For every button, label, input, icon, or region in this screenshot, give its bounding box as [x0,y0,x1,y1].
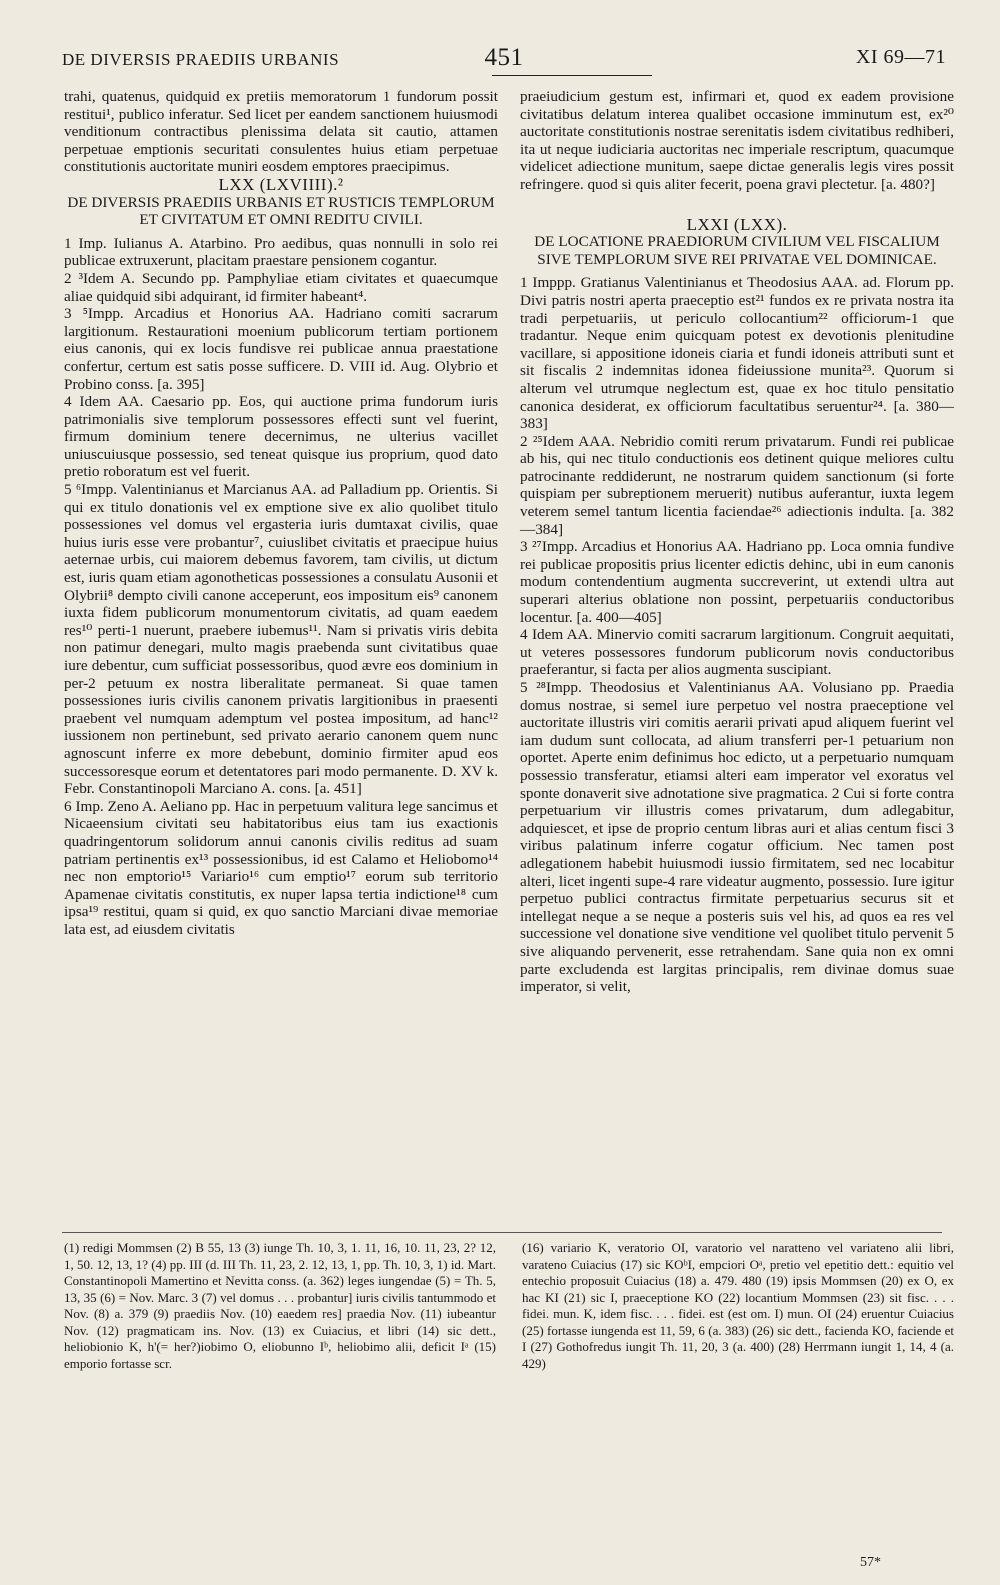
law-paragraph: 6 Imp. Zeno A. Aeliano pp. Hac in perpetuum valitura lege sancimus et Nicaeensium civitati seu habitatoribus eius tam ius exactionis quadringentorum solidorum annui canonis civilis reditus ad suam patriam pertinentis ex¹³ possessionibus, id est Calamo et Heliobomo¹⁴ nec non emptorio¹⁵ Variario¹⁶ cum emptio¹⁷ eorum sub territorio Apamenae civitatis constitutis, ex nuper lapsa tertia indictione¹⁸ cum ipsa¹⁹ restitui, quam si quid, ex quo sanctio Marciani divae memoriae lata est, ad eiusdem civitatis [64,797,498,938]
law-paragraph: 4 Idem AA. Minervio comiti sacrarum largitionum. Congruit aequitati, ut veteres possessores fundorum publicorum novis conductoribus praeferantur, si facta per alios augmenta suscipiant. [520,626,954,679]
left-intro-paragraph: trahi, quatenus, quidquid ex pretiis memoratorum 1 fundorum possit restitui¹, publico inferatur. Sed licet per eandem sanctionem huiusmodi venditionum contractibus plenissima delata sit cautio, attamen perpetuae emptionis securitati consulentes huius etiam perpetuae constitutionis auctoritate muniri eosdem emptores praecipimus. [64,88,498,176]
law-paragraph: 3 ⁵Impp. Arcadius et Honorius AA. Hadriano comiti sacrarum largitionum. Restaurationi moenium publicorum tertiam portionem eius canonis, qui ex locis fundisve rei publicae annua praestatione confertur, certum est satis posse sufficere. D. VIII id. Aug. Olybrio et Probino conss. [a. 395] [64,305,498,393]
title-heading-lxx: DE DIVERSIS PRAEDIIS URBANIS ET RUSTICIS TEMPLORUM ET CIVITATUM ET OMNI REDITU CIVILI. [67,193,495,229]
signature-mark: 57* [860,1555,881,1570]
law-paragraph: 5 ⁶Impp. Valentinianus et Marcianus AA. ad Palladium pp. Orientis. Si qui ex titulo donationis vel ex emptione sive ex alio quolibet titulo possessiones vel domus vel ergasteria iuris dumtaxat civilis, quae huius iuris esse vere probantur⁷, cuiuslibet civitatis et praecipue huius aeternae urbis, cui maiorem debemus favorem, tam civilis, ut dictum est, iuris quam etiam agonotheticas possessiones a consulatu Ausonii et Olybrii⁸ dempto civili canone acceperunt, eos impositum eis⁹ canonem iuxta fidem publicorum monumentorum civitatis, ad quam eaedem res¹⁰ perti-1 nuerunt, praebere iubemus¹¹. Nam si privatis viris debita non patimur denegari, multo magis praebenda sunt civitatibus quae iure debentur, cum sufficiat possessoribus, quod ævre eos dominium in per-2 petuum ex nostra liberalitate permaneat. Si quae tamen possessiones iuris civilis canonem privatis largitionibus in praesenti praebent vel numquam ademptum vel postea impositum, ad hanc¹² iussionem non pertinebunt, sed privato aerario canonem quem nunc agnoscunt inferre ex more debebunt, dominio firmiter apud eos successoresque eorum et detentatores pari modo permanente. D. XV k. Febr. Constantinopoli Marciano A. cons. [a. 451] [64,481,498,798]
right-column [520,88,954,996]
law-paragraph: 2 ³Idem A. Secundo pp. Pamphyliae etiam civitates et quaecumque aliae quidquid sibi adquirant, id firmiter habeant⁴. [64,269,498,305]
section-reference: XI 69—71 [855,46,946,68]
footnotes-right: (16) variario K, veratorio OI, varatorio vel naratteno vel variateno alii libri, varateno Cuiacius (17) sic KOᵇI, empciori Oᵃ, pretio vel epetitio dett.: equitio vel entechio proposuit Cuiacius (18) a. 479. 480 (19) ipsis Mommsen (20) ex O, ex hac KI (21) sic I, praeceptione KO (22) locantium Mommsen (23) sit fisc. . . . fidei. mun. K, idem fisc. . . . fidei. est (est om. I) mun. OI (24) eruentur Cuiacius (25) fortasse iungenda est 11, 59, 6 (a. 383) (26) sic dett., facienda KO, faciende et I (27) Gothofredus iungit Th. 11, 20, 3 (a. 400) (28) Herrmann iungit 1, 14, 4 (a. 429) [522,1240,954,1371]
page-number: 451 [484,44,524,71]
footnotes-left: (1) redigi Mommsen (2) B 55, 13 (3) iunge Th. 10, 3, 1. 11, 16, 10. 11, 23, 2? 12, 1, 50. 12, 13, 1? (4) pp. III (d. III Th. 11, 23, 2. 12, 13, 1, pp. Th. 10, 3, 1) id. Mart. Constantinopoli Mamertino et Nevitta conss. (a. 362) leges iungendae (5) = Th. 5, 13, 35 (6) = Nov. Marc. 3 (7) vel domus . . . probantur] iuris civilis tantummodo et Nov. (8) a. 379 (9) praediis Nov. (10) eaedem res] praedia Nov. (11) iubeantur Nov. (12) pragmaticam ins. Nov. (13) ex Cuiacius, et libri (14) sic dett., heliobionio K, h'(= her?)iobimo O, eliobunno Iᵇ, heliobimo alii, deficit Iᵃ (15) emporio fortasse scr. [64,1240,496,1371]
title-number-lxx: LXX (LXVIIII).² [218,174,344,194]
law-paragraph: 5 ²⁸Impp. Theodosius et Valentinianus AA. Volusiano pp. Praedia domus nostrae, si semel iure perpetuo vel nostra praeceptione vel auctoritate illustris viri comitis aerarii privati apud aliquem fuerint vel iam dudum sunt collocata, ad alium transferri per-1 petuarium non oportet. Aperte enim definimus hoc edicto, ut a perpetuario numquam possessio transferatur, etiamsi alteri eam imperator vel exoratus vel sponte donaverit sive adnotatione sive pragmatica. 2 Cui si forte contra perpetuarium vir illustris comes privatarum, dum adlegabitur, adquiescet, et ipse de proprio centum libras auri et alias centum fisci 3 viribus palatinum inferre cogatur officium. Nec tamen post adlegationem habebit huiusmodi iussio firmitatem, sed nec locabitur alteri, licet ingenti supe-4 rare videatur augmento, possessio. Iure igitur perpetuo publici contractus firmitate perpetuarius securus sit et intellegat neque a se neque a posteris suis vel his, ad quos ea res vel successione vel donatione sive venditione vel quolibet titulo pervenit 5 sive aliquando pervenerit, esse retrahendam. Sane quia non ex omni parte excludenda est largitas principalis, rem divinae domus suae imperator, si velit, [520,679,954,996]
law-paragraph: 1 Imp. Iulianus A. Atarbino. Pro aedibus, quas nonnulli in solo rei publicae extruxerunt, placitam praestare pensionem cogantur. [64,234,498,270]
header-rule [492,75,652,76]
law-paragraph: 1 Imppp. Gratianus Valentinianus et Theodosius AAA. ad. Florum pp. Divi patris nostri aperta praeceptio est²¹ fundos ex re privata nostra ita tradi perpetuariis, ut periculo collocantium²² officiorum-1 que tradantur. Neque enim quicquam potest ex devotionis plenitudine vacillare, si appositione idoneis ciaria et fundi idoneis attributi sunt et sit fiscalis 2 indemnitas idonea fideiussione munita²³. Quorum si alterum vel utrumque neglectum est, quae ex hoc titulo pensitatio canonica desiderat, ex officiorum facultatibus seruentur²⁴. [a. 380—383] [520,274,954,433]
law-paragraph: 4 Idem AA. Caesario pp. Eos, qui auctione prima fundorum iuris patrimonialis sive templorum possessores effecti sunt vel fuerint, firmum dominium tenere decernimus, ne ulterius vacillet uniuscuiusque possessio, sed teneat quisque ius proprium, quod dato pretio roboratum est vel fuerit. [64,393,498,481]
law-paragraph: 2 ²⁵Idem AAA. Nebridio comiti rerum privatarum. Fundi rei publicae ab his, qui nec titulo conductionis eos detinent quique meliores cultu patrocinante reddiderunt, ne nostrarum quidem sanctionum (si forte quispiam per subreptionem meruerit) nutibus auferantur, iuxta legem veterem semel tantum licentia faciendae²⁶ adiectionis indulta. [a. 382—384] [520,432,954,538]
law-paragraph: 3 ²⁷Impp. Arcadius et Honorius AA. Hadriano pp. Loca omnia fundive rei publicae propositis prius licenter edictis dehinc, ubi in eum canonis modum contendentium augmenta succreverint, ut extendi ultra aut superari alterius oblatione non possint, perpetuariis conductoribus locentur. [a. 400—405] [520,538,954,626]
footnote-rule [62,1232,942,1233]
right-intro-paragraph: praeiudicium gestum est, infirmari et, quod ex eadem provisione civitatibus delatum interea qualibet occasione imminutum est, ex²⁰ auctoritate constitutionis nostrae serenitatis isdem civitatibus redhiberi, ita ut neque iudiciaria auctoritas nec imperiale rescriptum, quacumque videlicet adiectione munitum, saepe dictae generalis legis vires possit refringere. quod si quis aliter fecerit, poena gravi plectetur. [a. 480?] [520,88,954,193]
title-heading-lxxi: DE LOCATIONE PRAEDIORUM CIVILIUM VEL FISCALIUM SIVE TEMPLORUM SIVE REI PRIVATAE VEL DOMINICAE. [534,233,940,268]
title-number-lxxi: LXXI (LXX). [686,214,788,234]
left-column [64,88,498,939]
running-head-title: DE DIVERSIS PRAEDIIS URBANIS [62,50,340,69]
running-head [62,44,946,74]
